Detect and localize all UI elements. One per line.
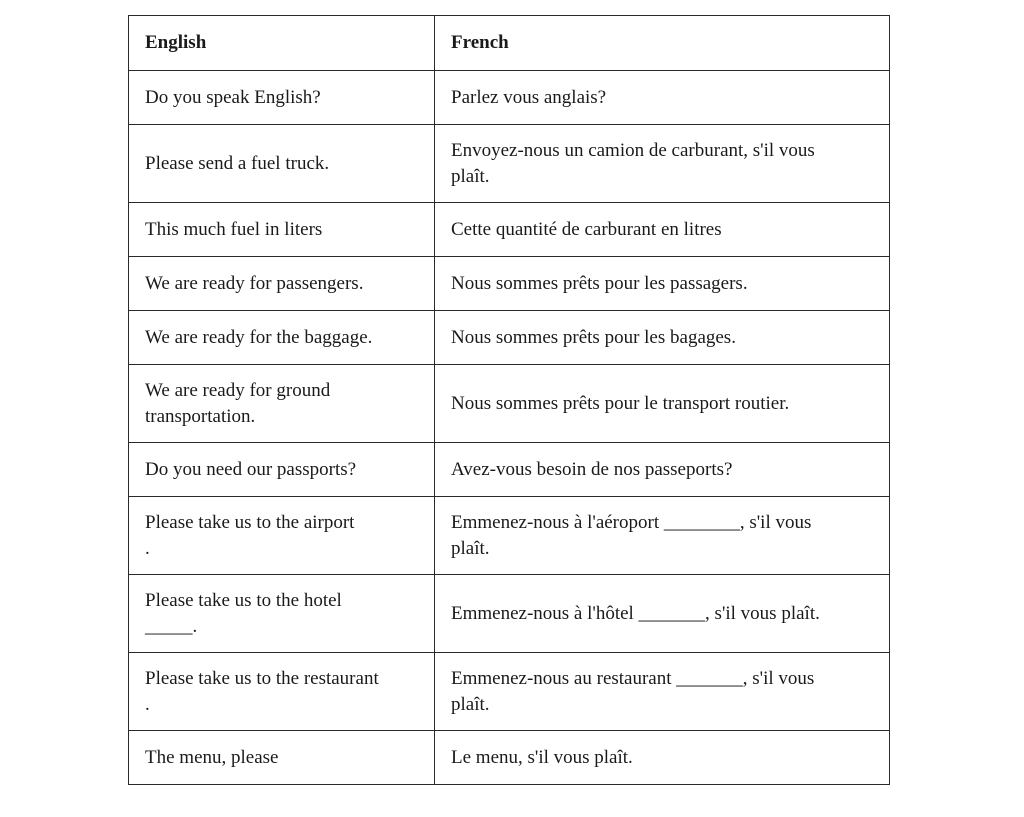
french-cell: Emmenez-nous à l'aéroport ________, s'il vous plaît. (435, 497, 890, 575)
french-cell: Emmenez-nous au restaurant _______, s'il vous plaît. (435, 653, 890, 731)
table-row (129, 71, 890, 125)
table-row (129, 203, 890, 257)
french-cell: Envoyez-nous un camion de carburant, s'il vous plaît. (435, 125, 890, 203)
table-row (129, 125, 890, 203)
english-cell: Please take us to the restaurant . (129, 653, 435, 731)
english-cell: Do you need our passports? (129, 443, 435, 497)
header-french: French (435, 16, 890, 71)
table-row (129, 257, 890, 311)
french-cell: Nous sommes prêts pour le transport routier. (435, 365, 890, 443)
french-cell: Avez-vous besoin de nos passeports? (435, 443, 890, 497)
french-cell: Parlez vous anglais? (435, 71, 890, 125)
table-row (129, 575, 890, 653)
french-cell: Nous sommes prêts pour les bagages. (435, 311, 890, 365)
table-row (129, 311, 890, 365)
header-english: English (129, 16, 435, 71)
english-cell: Please take us to the airport . (129, 497, 435, 575)
table-row (129, 497, 890, 575)
english-cell: We are ready for ground transportation. (129, 365, 435, 443)
table-row (129, 653, 890, 731)
english-cell: We are ready for the baggage. (129, 311, 435, 365)
phrase-table (128, 15, 890, 785)
table-row (129, 443, 890, 497)
english-cell: Please take us to the hotel _____. (129, 575, 435, 653)
french-cell: Nous sommes prêts pour les passagers. (435, 257, 890, 311)
table-row (129, 731, 890, 785)
english-cell: This much fuel in liters (129, 203, 435, 257)
english-cell: We are ready for passengers. (129, 257, 435, 311)
french-cell: Le menu, s'il vous plaît. (435, 731, 890, 785)
english-cell: Please send a fuel truck. (129, 125, 435, 203)
header-row (129, 16, 890, 71)
french-cell: Emmenez-nous à l'hôtel _______, s'il vous plaît. (435, 575, 890, 653)
english-cell: Do you speak English? (129, 71, 435, 125)
english-cell: The menu, please (129, 731, 435, 785)
french-cell: Cette quantité de carburant en litres (435, 203, 890, 257)
table-row (129, 365, 890, 443)
